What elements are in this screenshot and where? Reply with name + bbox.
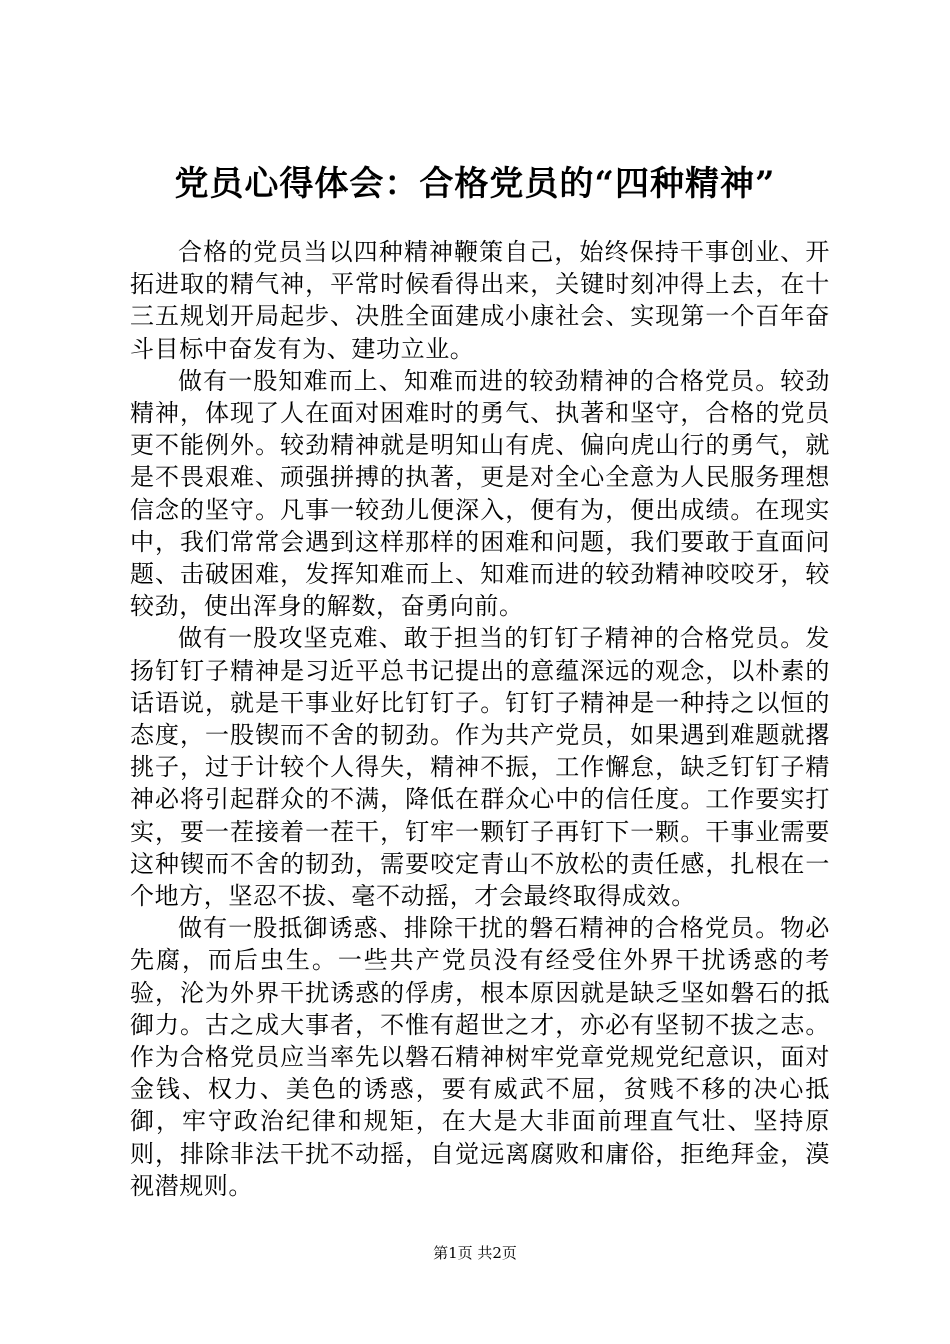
paragraph-3: 做有一股攻坚克难、敢于担当的钉钉子精神的合格党员。发扬钉钉子精神是习近平总书记提出的意蕴深远的观念，以朴素的话语说，就是干事业好比钉钉子。钉钉子精神是一种持之以恒的态度，一股锲而不舍的韧劲。作为共产党员，如果遇到难题就撂挑子，过于计较个人得失，精神不振，工作懈怠，缺乏钉钉子精神必将引起群众的不满，降低在群众心中的信任度。工作要实打实，要一茬接着一茬干，钉牢一颗钉子再钉下一颗。干事业需要这种锲而不舍的韧劲，需要咬定青山不放松的责任感，扎根在一个地方，坚忍不拔、毫不动摇，才会最终取得成效。 xyxy=(130,624,830,911)
paragraph-1: 合格的党员当以四种精神鞭策自己，始终保持干事创业、开拓进取的精气神，平常时候看得出来，关键时刻冲得上去，在十三五规划开局起步、决胜全面建成小康社会、实现第一个百年奋斗目标中奋发有为、建功立业。 xyxy=(130,238,830,363)
page-number-footer: 第1页 共2页 xyxy=(433,1244,517,1262)
document-body xyxy=(130,236,830,1202)
document-title: 党员心得体会：合格党员的“四种精神” xyxy=(174,164,776,204)
paragraph-2: 做有一股知难而上、知难而进的较劲精神的合格党员。较劲精神，体现了人在面对困难时的勇气、执著和坚守，合格的党员更不能例外。较劲精神就是明知山有虎、偏向虎山行的勇气，就是不畏艰难、顽强拼搏的执著，更是对全心全意为人民服务理想信念的坚守。凡事一较劲儿便深入，便有为，便出成绩。在现实中，我们常常会遇到这样那样的困难和问题，我们要敢于直面问题、击破困难，发挥知难而上、知难而进的较劲精神咬咬牙，较较劲，使出浑身的解数，奋勇向前。 xyxy=(130,366,830,621)
paragraph-4: 做有一股抵御诱惑、排除干扰的磐石精神的合格党员。物必先腐，而后虫生。一些共产党员没有经受住外界干扰诱惑的考验，沦为外界干扰诱惑的俘虏，根本原因就是缺乏坚如磐石的抵御力。古之成大事者，不惟有超世之才，亦必有坚韧不拔之志。作为合格党员应当率先以磐石精神树牢党章党规党纪意识，面对金钱、权力、美色的诱惑，要有威武不屈，贫贱不移的决心抵御，牢守政治纪律和规矩，在大是大非面前理直气壮、坚持原则，排除非法干扰不动摇，自觉远离腐败和庸俗，拒绝拜金，漠视潜规则。 xyxy=(130,914,830,1200)
